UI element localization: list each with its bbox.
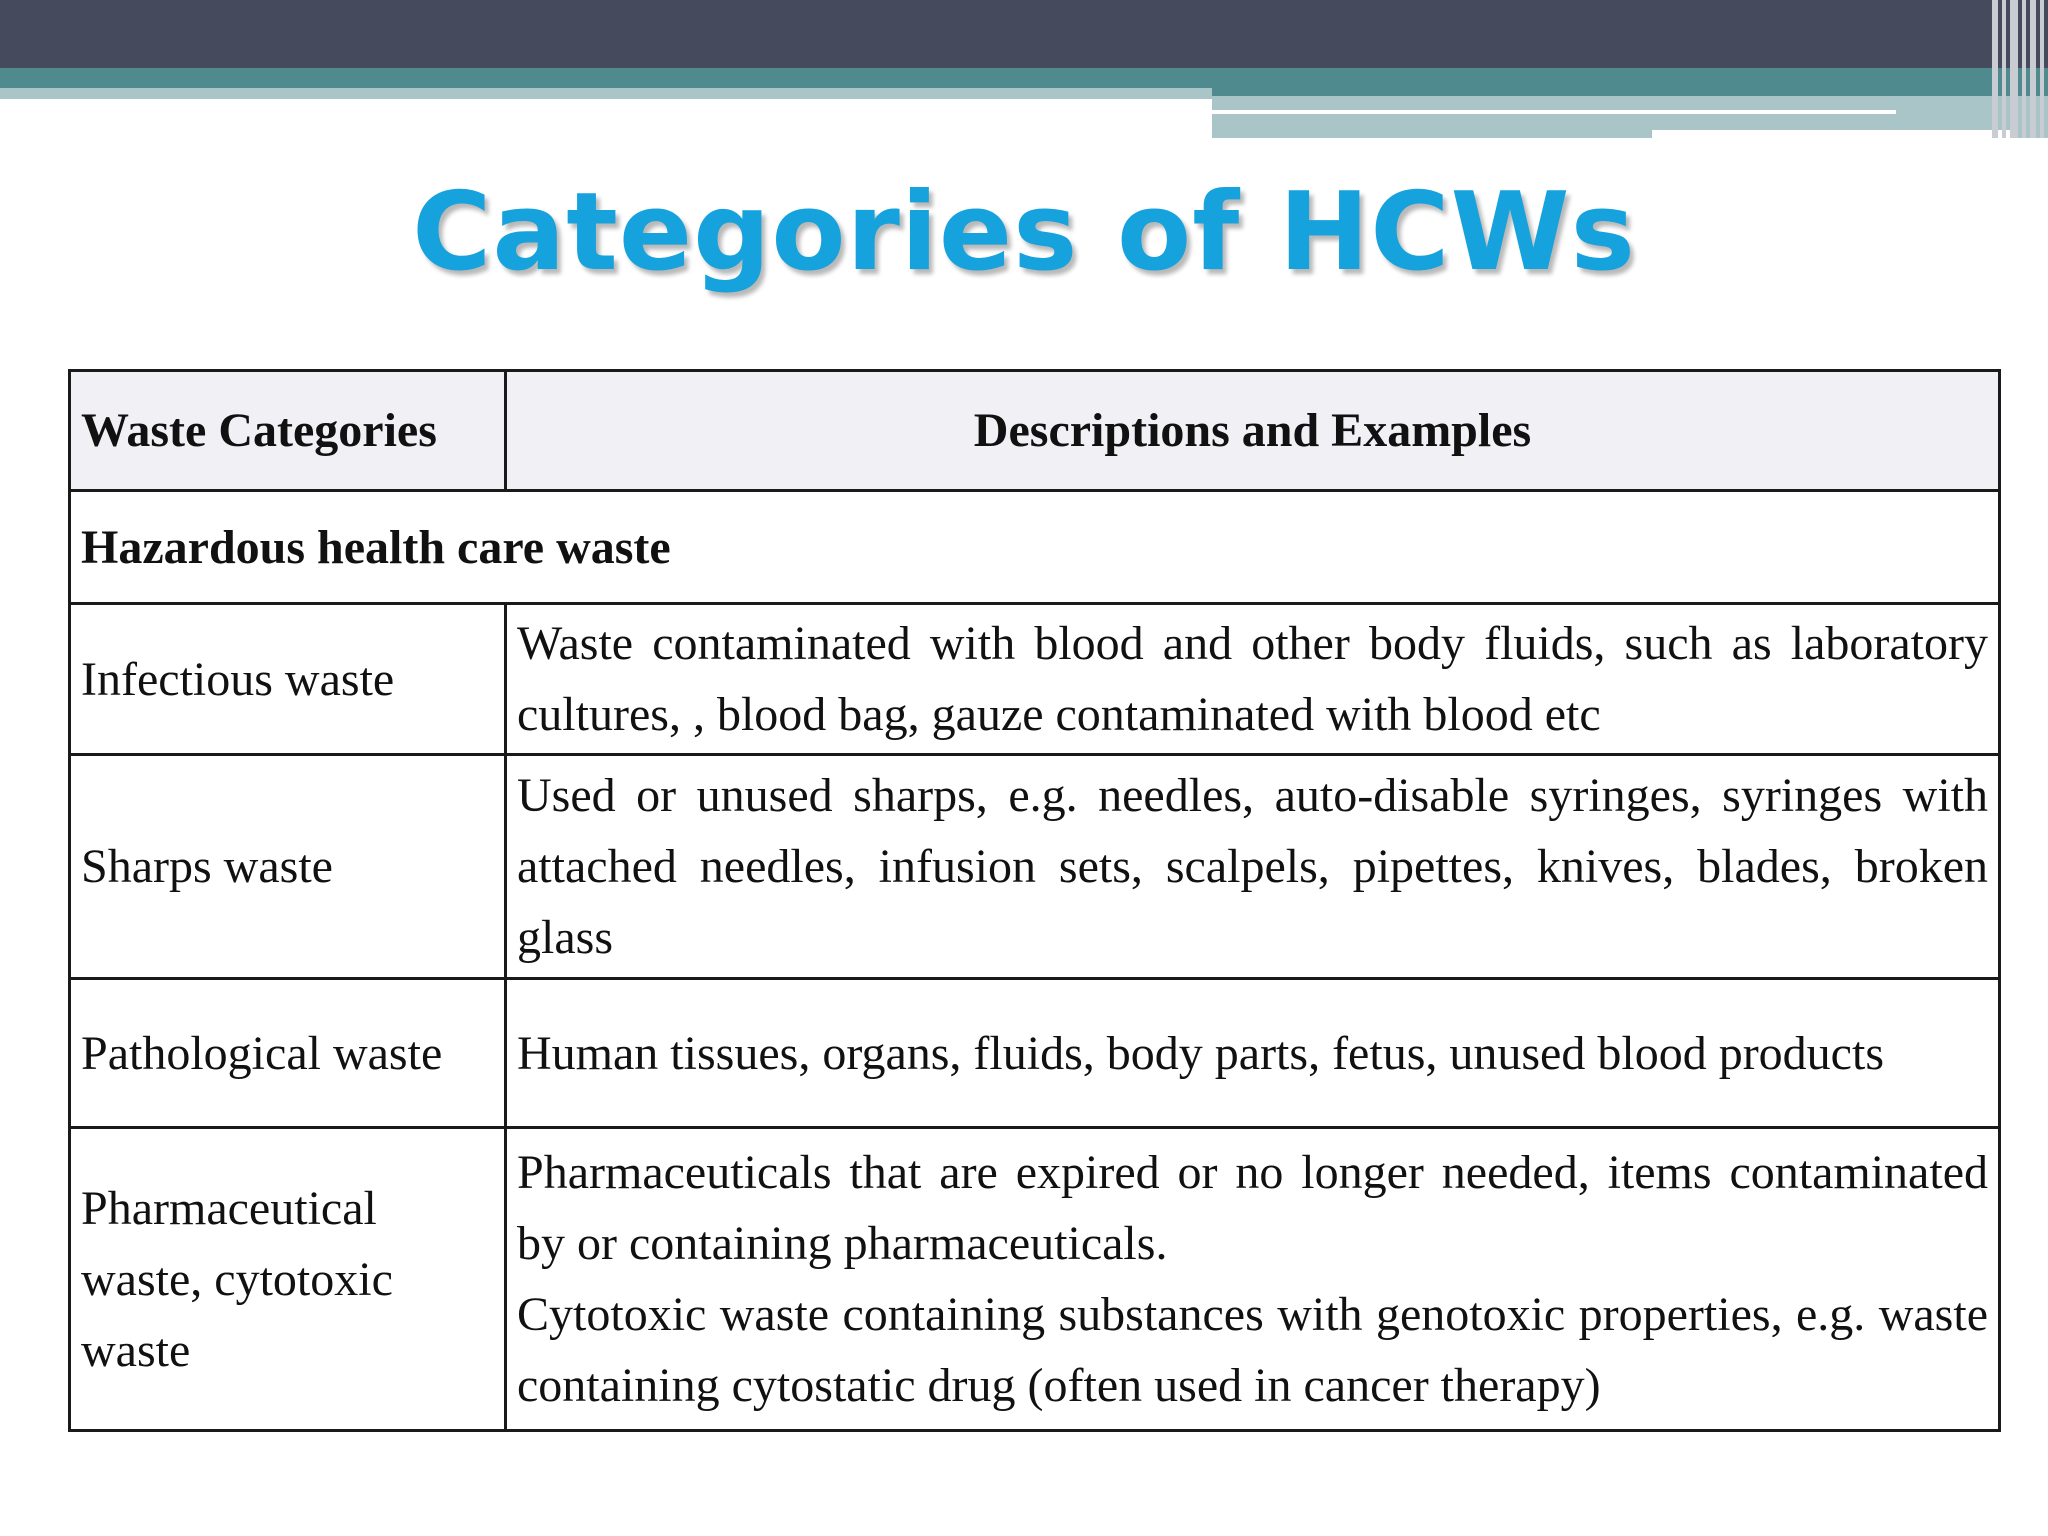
table-row bbox=[70, 755, 2000, 979]
header-thin-line bbox=[1212, 110, 1896, 114]
description-text: Cytotoxic waste containing substances with genotoxic properties, e.g. waste containing cytostatic drug (often used in cancer therapy) bbox=[517, 1288, 1988, 1412]
table-header-row bbox=[70, 371, 2000, 491]
description-text: Waste contaminated with blood and other body fluids, such as laboratory cultures, , blood bag, gauze contaminated with blood etc bbox=[517, 617, 1988, 741]
description-text: Pharmaceuticals that are expired or no longer needed, items contaminated by or containing pharmaceuticals. bbox=[517, 1146, 1988, 1270]
description-text: Used or unused sharps, e.g. needles, auto-disable syringes, syringes with attached needles, infusion sets, scalpels, pipettes, knives, blades, broken glass bbox=[517, 769, 1988, 964]
category-sharps: Sharps waste bbox=[70, 755, 506, 979]
description-pathological bbox=[506, 979, 2000, 1128]
group-label-hazardous: Hazardous health care waste bbox=[70, 491, 2000, 604]
group-row-hazardous bbox=[70, 491, 2000, 604]
header-band-teal-right bbox=[1212, 68, 2048, 96]
header-waste-categories: Waste Categories bbox=[70, 371, 506, 491]
header-right-strips bbox=[1988, 0, 2048, 138]
header-white-gap bbox=[1652, 130, 2012, 140]
table-row bbox=[70, 1128, 2000, 1431]
header-band-light-left bbox=[0, 88, 1212, 99]
description-pharmaceutical bbox=[506, 1128, 2000, 1431]
description-infectious bbox=[506, 604, 2000, 755]
header-descriptions-examples: Descriptions and Examples bbox=[506, 371, 2000, 491]
waste-categories-table bbox=[68, 369, 2001, 1432]
category-pharmaceutical: Pharmaceutical waste, cytotoxic waste bbox=[70, 1128, 506, 1431]
description-sharps bbox=[506, 755, 2000, 979]
slide-title: Categories of HCWs bbox=[412, 170, 1636, 295]
category-pathological: Pathological waste bbox=[70, 979, 506, 1128]
table-row bbox=[70, 604, 2000, 755]
description-text: Human tissues, organs, fluids, body parts, fetus, unused blood products bbox=[517, 1026, 1884, 1080]
header-band-teal-left bbox=[0, 68, 1212, 88]
header-band-dark bbox=[0, 0, 2048, 68]
table-row bbox=[70, 979, 2000, 1128]
category-infectious: Infectious waste bbox=[70, 604, 506, 755]
